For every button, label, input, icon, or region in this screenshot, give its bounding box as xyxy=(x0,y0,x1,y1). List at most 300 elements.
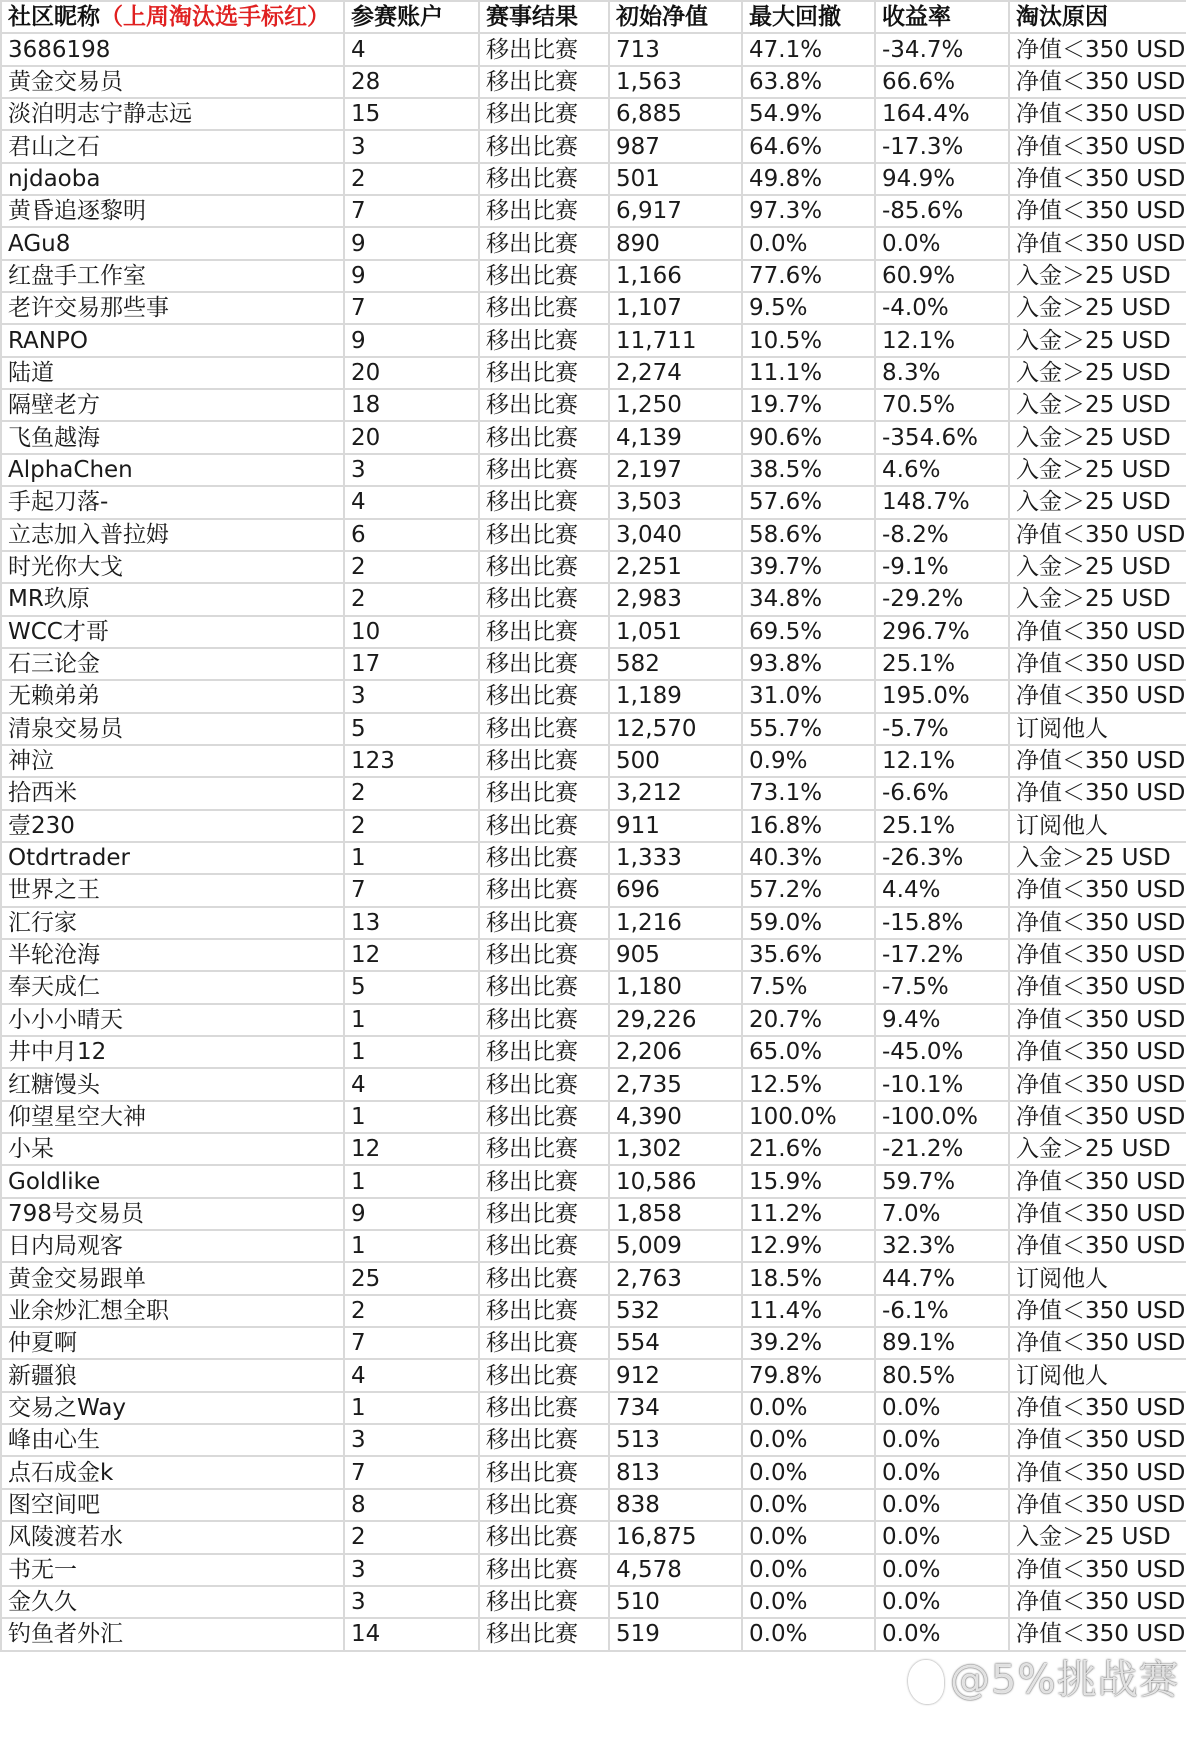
cell-result: 移出比赛 xyxy=(479,713,609,745)
cell-result: 移出比赛 xyxy=(479,616,609,648)
cell-reason: 净值＜350 USD xyxy=(1009,195,1186,227)
cell-return-rate: 0.0% xyxy=(875,1521,1009,1553)
cell-result: 移出比赛 xyxy=(479,1101,609,1133)
cell-nickname: 点石成金k xyxy=(1,1456,344,1488)
cell-accounts: 2 xyxy=(344,551,479,583)
cell-max-drawdown: 93.8% xyxy=(742,648,875,680)
cell-result: 移出比赛 xyxy=(479,1456,609,1488)
cell-accounts: 15 xyxy=(344,98,479,130)
cell-return-rate: -9.1% xyxy=(875,551,1009,583)
cell-return-rate: 9.4% xyxy=(875,1004,1009,1036)
cell-reason: 订阅他人 xyxy=(1009,713,1186,745)
table-row xyxy=(1,1521,1186,1553)
cell-result: 移出比赛 xyxy=(479,227,609,259)
cell-return-rate: 0.0% xyxy=(875,1392,1009,1424)
cell-return-rate: 70.5% xyxy=(875,389,1009,421)
cell-initial-equity: 911 xyxy=(609,810,742,842)
cell-accounts: 5 xyxy=(344,713,479,745)
cell-reason: 净值＜350 USD xyxy=(1009,1004,1186,1036)
cell-nickname: 立志加入普拉姆 xyxy=(1,519,344,551)
cell-max-drawdown: 11.2% xyxy=(742,1198,875,1230)
cell-nickname: WCC才哥 xyxy=(1,616,344,648)
table-row xyxy=(1,1618,1186,1650)
cell-accounts: 1 xyxy=(344,1392,479,1424)
cell-reason: 入金＞25 USD xyxy=(1009,551,1186,583)
cell-return-rate: 12.1% xyxy=(875,745,1009,777)
cell-initial-equity: 734 xyxy=(609,1392,742,1424)
cell-initial-equity: 2,251 xyxy=(609,551,742,583)
cell-result: 移出比赛 xyxy=(479,1295,609,1327)
cell-result: 移出比赛 xyxy=(479,745,609,777)
cell-initial-equity: 10,586 xyxy=(609,1165,742,1197)
cell-max-drawdown: 57.6% xyxy=(742,486,875,518)
cell-nickname: 汇行家 xyxy=(1,907,344,939)
cell-nickname: 奉天成仁 xyxy=(1,971,344,1003)
cell-max-drawdown: 9.5% xyxy=(742,292,875,324)
cell-accounts: 25 xyxy=(344,1262,479,1294)
cell-return-rate: 25.1% xyxy=(875,648,1009,680)
cell-accounts: 2 xyxy=(344,810,479,842)
cell-reason: 净值＜350 USD xyxy=(1009,939,1186,971)
cell-accounts: 2 xyxy=(344,1521,479,1553)
cell-max-drawdown: 0.9% xyxy=(742,745,875,777)
cell-initial-equity: 3,503 xyxy=(609,486,742,518)
cell-nickname: 红糖馒头 xyxy=(1,1068,344,1100)
cell-reason: 入金＞25 USD xyxy=(1009,842,1186,874)
cell-nickname: 半轮沧海 xyxy=(1,939,344,971)
header-accounts: 参赛账户 xyxy=(344,1,479,33)
cell-nickname: 隔壁老方 xyxy=(1,389,344,421)
cell-accounts: 2 xyxy=(344,163,479,195)
cell-return-rate: -85.6% xyxy=(875,195,1009,227)
cell-reason: 入金＞25 USD xyxy=(1009,260,1186,292)
cell-result: 移出比赛 xyxy=(479,1068,609,1100)
table-row xyxy=(1,260,1186,292)
cell-nickname: MR玖原 xyxy=(1,583,344,615)
cell-initial-equity: 1,563 xyxy=(609,66,742,98)
cell-accounts: 1 xyxy=(344,1004,479,1036)
cell-result: 移出比赛 xyxy=(479,260,609,292)
cell-reason: 净值＜350 USD xyxy=(1009,1392,1186,1424)
cell-result: 移出比赛 xyxy=(479,1424,609,1456)
cell-accounts: 7 xyxy=(344,195,479,227)
cell-result: 移出比赛 xyxy=(479,66,609,98)
cell-max-drawdown: 18.5% xyxy=(742,1262,875,1294)
cell-return-rate: -6.6% xyxy=(875,777,1009,809)
table-row xyxy=(1,1586,1186,1618)
table-body xyxy=(1,33,1186,1650)
cell-return-rate: 0.0% xyxy=(875,1456,1009,1488)
cell-return-rate: 94.9% xyxy=(875,163,1009,195)
cell-return-rate: 164.4% xyxy=(875,98,1009,130)
cell-reason: 净值＜350 USD xyxy=(1009,1068,1186,1100)
cell-max-drawdown: 54.9% xyxy=(742,98,875,130)
cell-return-rate: -34.7% xyxy=(875,33,1009,65)
cell-result: 移出比赛 xyxy=(479,357,609,389)
cell-max-drawdown: 57.2% xyxy=(742,874,875,906)
cell-return-rate: 80.5% xyxy=(875,1359,1009,1391)
cell-result: 移出比赛 xyxy=(479,1004,609,1036)
table-row xyxy=(1,1554,1186,1586)
cell-accounts: 3 xyxy=(344,454,479,486)
cell-nickname: 小小小晴天 xyxy=(1,1004,344,1036)
cell-initial-equity: 500 xyxy=(609,745,742,777)
cell-initial-equity: 1,166 xyxy=(609,260,742,292)
cell-return-rate: 0.0% xyxy=(875,1618,1009,1650)
cell-result: 移出比赛 xyxy=(479,874,609,906)
cell-reason: 净值＜350 USD xyxy=(1009,1327,1186,1359)
cell-max-drawdown: 31.0% xyxy=(742,680,875,712)
cell-reason: 净值＜350 USD xyxy=(1009,519,1186,551)
cell-result: 移出比赛 xyxy=(479,292,609,324)
table-row xyxy=(1,810,1186,842)
cell-max-drawdown: 0.0% xyxy=(742,227,875,259)
cell-accounts: 3 xyxy=(344,1586,479,1618)
cell-accounts: 10 xyxy=(344,616,479,648)
table-row xyxy=(1,1262,1186,1294)
cell-return-rate: 148.7% xyxy=(875,486,1009,518)
cell-return-rate: -7.5% xyxy=(875,971,1009,1003)
cell-nickname: 黄金交易员 xyxy=(1,66,344,98)
cell-initial-equity: 2,274 xyxy=(609,357,742,389)
cell-initial-equity: 1,250 xyxy=(609,389,742,421)
cell-nickname: 淡泊明志宁静志远 xyxy=(1,98,344,130)
cell-reason: 入金＞25 USD xyxy=(1009,486,1186,518)
cell-nickname: 交易之Way xyxy=(1,1392,344,1424)
cell-result: 移出比赛 xyxy=(479,907,609,939)
cell-max-drawdown: 15.9% xyxy=(742,1165,875,1197)
table-row xyxy=(1,66,1186,98)
cell-accounts: 12 xyxy=(344,1133,479,1165)
cell-nickname: 钓鱼者外汇 xyxy=(1,1618,344,1650)
cell-reason: 净值＜350 USD xyxy=(1009,130,1186,162)
cell-result: 移出比赛 xyxy=(479,583,609,615)
table-row xyxy=(1,1392,1186,1424)
table-row xyxy=(1,939,1186,971)
cell-nickname: 金久久 xyxy=(1,1586,344,1618)
cell-result: 移出比赛 xyxy=(479,130,609,162)
cell-initial-equity: 1,858 xyxy=(609,1198,742,1230)
header-nickname xyxy=(1,1,344,33)
cell-accounts: 18 xyxy=(344,389,479,421)
cell-initial-equity: 4,390 xyxy=(609,1101,742,1133)
cell-reason: 净值＜350 USD xyxy=(1009,745,1186,777)
cell-initial-equity: 510 xyxy=(609,1586,742,1618)
cell-max-drawdown: 11.4% xyxy=(742,1295,875,1327)
table-row xyxy=(1,1133,1186,1165)
cell-nickname: 拾西米 xyxy=(1,777,344,809)
cell-result: 移出比赛 xyxy=(479,195,609,227)
table-row xyxy=(1,1489,1186,1521)
cell-return-rate: 25.1% xyxy=(875,810,1009,842)
cell-accounts: 9 xyxy=(344,260,479,292)
cell-return-rate: 89.1% xyxy=(875,1327,1009,1359)
table-row xyxy=(1,616,1186,648)
table-row xyxy=(1,130,1186,162)
cell-nickname: 红盘手工作室 xyxy=(1,260,344,292)
table-row xyxy=(1,842,1186,874)
cell-result: 移出比赛 xyxy=(479,454,609,486)
cell-result: 移出比赛 xyxy=(479,648,609,680)
table-row xyxy=(1,1101,1186,1133)
table-row xyxy=(1,324,1186,356)
table-row xyxy=(1,195,1186,227)
cell-initial-equity: 519 xyxy=(609,1618,742,1650)
cell-reason: 净值＜350 USD xyxy=(1009,971,1186,1003)
table-row xyxy=(1,519,1186,551)
cell-accounts: 5 xyxy=(344,971,479,1003)
cell-initial-equity: 12,570 xyxy=(609,713,742,745)
cell-accounts: 4 xyxy=(344,33,479,65)
cell-accounts: 123 xyxy=(344,745,479,777)
cell-max-drawdown: 47.1% xyxy=(742,33,875,65)
cell-accounts: 4 xyxy=(344,1068,479,1100)
cell-max-drawdown: 59.0% xyxy=(742,907,875,939)
cell-result: 移出比赛 xyxy=(479,1165,609,1197)
cell-result: 移出比赛 xyxy=(479,1586,609,1618)
cell-nickname: 798号交易员 xyxy=(1,1198,344,1230)
cell-reason: 入金＞25 USD xyxy=(1009,583,1186,615)
table-row xyxy=(1,98,1186,130)
cell-return-rate: 60.9% xyxy=(875,260,1009,292)
cell-return-rate: 8.3% xyxy=(875,357,1009,389)
cell-accounts: 20 xyxy=(344,421,479,453)
cell-initial-equity: 713 xyxy=(609,33,742,65)
cell-initial-equity: 532 xyxy=(609,1295,742,1327)
cell-initial-equity: 3,212 xyxy=(609,777,742,809)
cell-nickname: 老许交易那些事 xyxy=(1,292,344,324)
cell-return-rate: 44.7% xyxy=(875,1262,1009,1294)
cell-initial-equity: 2,983 xyxy=(609,583,742,615)
cell-reason: 净值＜350 USD xyxy=(1009,1295,1186,1327)
cell-accounts: 9 xyxy=(344,227,479,259)
cell-nickname: 仲夏啊 xyxy=(1,1327,344,1359)
cell-accounts: 7 xyxy=(344,292,479,324)
cell-reason: 净值＜350 USD xyxy=(1009,1165,1186,1197)
cell-nickname: 石三论金 xyxy=(1,648,344,680)
cell-max-drawdown: 34.8% xyxy=(742,583,875,615)
table-row xyxy=(1,680,1186,712)
cell-max-drawdown: 19.7% xyxy=(742,389,875,421)
cell-max-drawdown: 12.9% xyxy=(742,1230,875,1262)
cell-max-drawdown: 49.8% xyxy=(742,163,875,195)
cell-reason: 入金＞25 USD xyxy=(1009,1133,1186,1165)
cell-nickname: njdaoba xyxy=(1,163,344,195)
cell-return-rate: -5.7% xyxy=(875,713,1009,745)
cell-result: 移出比赛 xyxy=(479,842,609,874)
cell-nickname: 黄昏追逐黎明 xyxy=(1,195,344,227)
cell-accounts: 20 xyxy=(344,357,479,389)
cell-result: 移出比赛 xyxy=(479,777,609,809)
cell-return-rate: 0.0% xyxy=(875,1586,1009,1618)
cell-initial-equity: 4,139 xyxy=(609,421,742,453)
cell-reason: 净值＜350 USD xyxy=(1009,1198,1186,1230)
cell-nickname: 飞鱼越海 xyxy=(1,421,344,453)
cell-nickname: 小呆 xyxy=(1,1133,344,1165)
cell-nickname: 清泉交易员 xyxy=(1,713,344,745)
cell-reason: 净值＜350 USD xyxy=(1009,1230,1186,1262)
cell-initial-equity: 554 xyxy=(609,1327,742,1359)
cell-initial-equity: 838 xyxy=(609,1489,742,1521)
cell-return-rate: -45.0% xyxy=(875,1036,1009,1068)
cell-return-rate: 0.0% xyxy=(875,1554,1009,1586)
cell-reason: 入金＞25 USD xyxy=(1009,292,1186,324)
cell-result: 移出比赛 xyxy=(479,1133,609,1165)
table-row xyxy=(1,971,1186,1003)
cell-accounts: 3 xyxy=(344,680,479,712)
cell-nickname: AGu8 xyxy=(1,227,344,259)
cell-nickname: 世界之王 xyxy=(1,874,344,906)
cell-result: 移出比赛 xyxy=(479,1489,609,1521)
cell-max-drawdown: 38.5% xyxy=(742,454,875,486)
cell-accounts: 2 xyxy=(344,583,479,615)
cell-initial-equity: 1,333 xyxy=(609,842,742,874)
cell-initial-equity: 2,763 xyxy=(609,1262,742,1294)
cell-initial-equity: 1,189 xyxy=(609,680,742,712)
cell-nickname: 新疆狼 xyxy=(1,1359,344,1391)
table-row xyxy=(1,551,1186,583)
cell-reason: 净值＜350 USD xyxy=(1009,648,1186,680)
cell-nickname: 峰由心生 xyxy=(1,1424,344,1456)
table-row xyxy=(1,1165,1186,1197)
table-row xyxy=(1,1327,1186,1359)
cell-initial-equity: 1,051 xyxy=(609,616,742,648)
cell-max-drawdown: 58.6% xyxy=(742,519,875,551)
cell-return-rate: 7.0% xyxy=(875,1198,1009,1230)
cell-accounts: 14 xyxy=(344,1618,479,1650)
cell-result: 移出比赛 xyxy=(479,98,609,130)
cell-accounts: 7 xyxy=(344,1327,479,1359)
cell-max-drawdown: 73.1% xyxy=(742,777,875,809)
cell-result: 移出比赛 xyxy=(479,519,609,551)
cell-reason: 净值＜350 USD xyxy=(1009,1101,1186,1133)
cell-max-drawdown: 0.0% xyxy=(742,1586,875,1618)
cell-nickname: 手起刀落- xyxy=(1,486,344,518)
cell-return-rate: -17.3% xyxy=(875,130,1009,162)
cell-return-rate: -10.1% xyxy=(875,1068,1009,1100)
cell-max-drawdown: 7.5% xyxy=(742,971,875,1003)
table-row xyxy=(1,648,1186,680)
cell-return-rate: -8.2% xyxy=(875,519,1009,551)
cell-accounts: 8 xyxy=(344,1489,479,1521)
cell-return-rate: 12.1% xyxy=(875,324,1009,356)
cell-max-drawdown: 0.0% xyxy=(742,1521,875,1553)
cell-accounts: 13 xyxy=(344,907,479,939)
cell-reason: 净值＜350 USD xyxy=(1009,616,1186,648)
table-row xyxy=(1,874,1186,906)
cell-reason: 净值＜350 USD xyxy=(1009,680,1186,712)
cell-nickname: 图空间吧 xyxy=(1,1489,344,1521)
cell-return-rate: 32.3% xyxy=(875,1230,1009,1262)
cell-max-drawdown: 90.6% xyxy=(742,421,875,453)
cell-return-rate: 4.4% xyxy=(875,874,1009,906)
table-row xyxy=(1,583,1186,615)
header-nickname-label: 社区昵称 xyxy=(8,4,100,31)
cell-initial-equity: 987 xyxy=(609,130,742,162)
cell-nickname: 神泣 xyxy=(1,745,344,777)
cell-reason: 订阅他人 xyxy=(1009,1262,1186,1294)
cell-initial-equity: 16,875 xyxy=(609,1521,742,1553)
cell-max-drawdown: 100.0% xyxy=(742,1101,875,1133)
cell-accounts: 28 xyxy=(344,66,479,98)
cell-max-drawdown: 40.3% xyxy=(742,842,875,874)
cell-return-rate: -21.2% xyxy=(875,1133,1009,1165)
cell-initial-equity: 1,216 xyxy=(609,907,742,939)
cell-initial-equity: 6,917 xyxy=(609,195,742,227)
cell-reason: 净值＜350 USD xyxy=(1009,1586,1186,1618)
cell-reason: 订阅他人 xyxy=(1009,810,1186,842)
cell-nickname: 时光你大戈 xyxy=(1,551,344,583)
header-result: 赛事结果 xyxy=(479,1,609,33)
cell-accounts: 1 xyxy=(344,842,479,874)
cell-max-drawdown: 0.0% xyxy=(742,1392,875,1424)
cell-accounts: 9 xyxy=(344,1198,479,1230)
cell-accounts: 7 xyxy=(344,1456,479,1488)
cell-initial-equity: 2,206 xyxy=(609,1036,742,1068)
cell-nickname: AlphaChen xyxy=(1,454,344,486)
cell-max-drawdown: 79.8% xyxy=(742,1359,875,1391)
header-nickname-note: （上周淘汰选手标红） xyxy=(100,4,330,31)
header-initial-equity: 初始净值 xyxy=(609,1,742,33)
cell-initial-equity: 912 xyxy=(609,1359,742,1391)
cell-result: 移出比赛 xyxy=(479,421,609,453)
cell-max-drawdown: 10.5% xyxy=(742,324,875,356)
cell-reason: 净值＜350 USD xyxy=(1009,1618,1186,1650)
cell-initial-equity: 2,735 xyxy=(609,1068,742,1100)
cell-reason: 净值＜350 USD xyxy=(1009,98,1186,130)
cell-result: 移出比赛 xyxy=(479,551,609,583)
cell-reason: 净值＜350 USD xyxy=(1009,1424,1186,1456)
cell-return-rate: -26.3% xyxy=(875,842,1009,874)
cell-result: 移出比赛 xyxy=(479,33,609,65)
cell-return-rate: -354.6% xyxy=(875,421,1009,453)
cell-result: 移出比赛 xyxy=(479,1262,609,1294)
table-row xyxy=(1,713,1186,745)
cell-initial-equity: 905 xyxy=(609,939,742,971)
table-row xyxy=(1,1036,1186,1068)
cell-initial-equity: 1,107 xyxy=(609,292,742,324)
table-row xyxy=(1,1295,1186,1327)
table-row xyxy=(1,777,1186,809)
cell-result: 移出比赛 xyxy=(479,680,609,712)
cell-accounts: 3 xyxy=(344,130,479,162)
cell-nickname: 风陵渡若水 xyxy=(1,1521,344,1553)
cell-max-drawdown: 69.5% xyxy=(742,616,875,648)
cell-accounts: 1 xyxy=(344,1036,479,1068)
cell-result: 移出比赛 xyxy=(479,1618,609,1650)
cell-nickname: 无赖弟弟 xyxy=(1,680,344,712)
cell-return-rate: 296.7% xyxy=(875,616,1009,648)
cell-result: 移出比赛 xyxy=(479,1327,609,1359)
cell-nickname: 业余炒汇想全职 xyxy=(1,1295,344,1327)
cell-accounts: 4 xyxy=(344,486,479,518)
cell-initial-equity: 890 xyxy=(609,227,742,259)
cell-result: 移出比赛 xyxy=(479,971,609,1003)
cell-accounts: 4 xyxy=(344,1359,479,1391)
cell-accounts: 3 xyxy=(344,1424,479,1456)
table-row xyxy=(1,389,1186,421)
cell-max-drawdown: 12.5% xyxy=(742,1068,875,1100)
cell-reason: 净值＜350 USD xyxy=(1009,777,1186,809)
cell-max-drawdown: 64.6% xyxy=(742,130,875,162)
cell-max-drawdown: 21.6% xyxy=(742,1133,875,1165)
table-row xyxy=(1,292,1186,324)
cell-reason: 净值＜350 USD xyxy=(1009,66,1186,98)
cell-accounts: 17 xyxy=(344,648,479,680)
cell-accounts: 1 xyxy=(344,1101,479,1133)
cell-max-drawdown: 55.7% xyxy=(742,713,875,745)
cell-accounts: 1 xyxy=(344,1230,479,1262)
